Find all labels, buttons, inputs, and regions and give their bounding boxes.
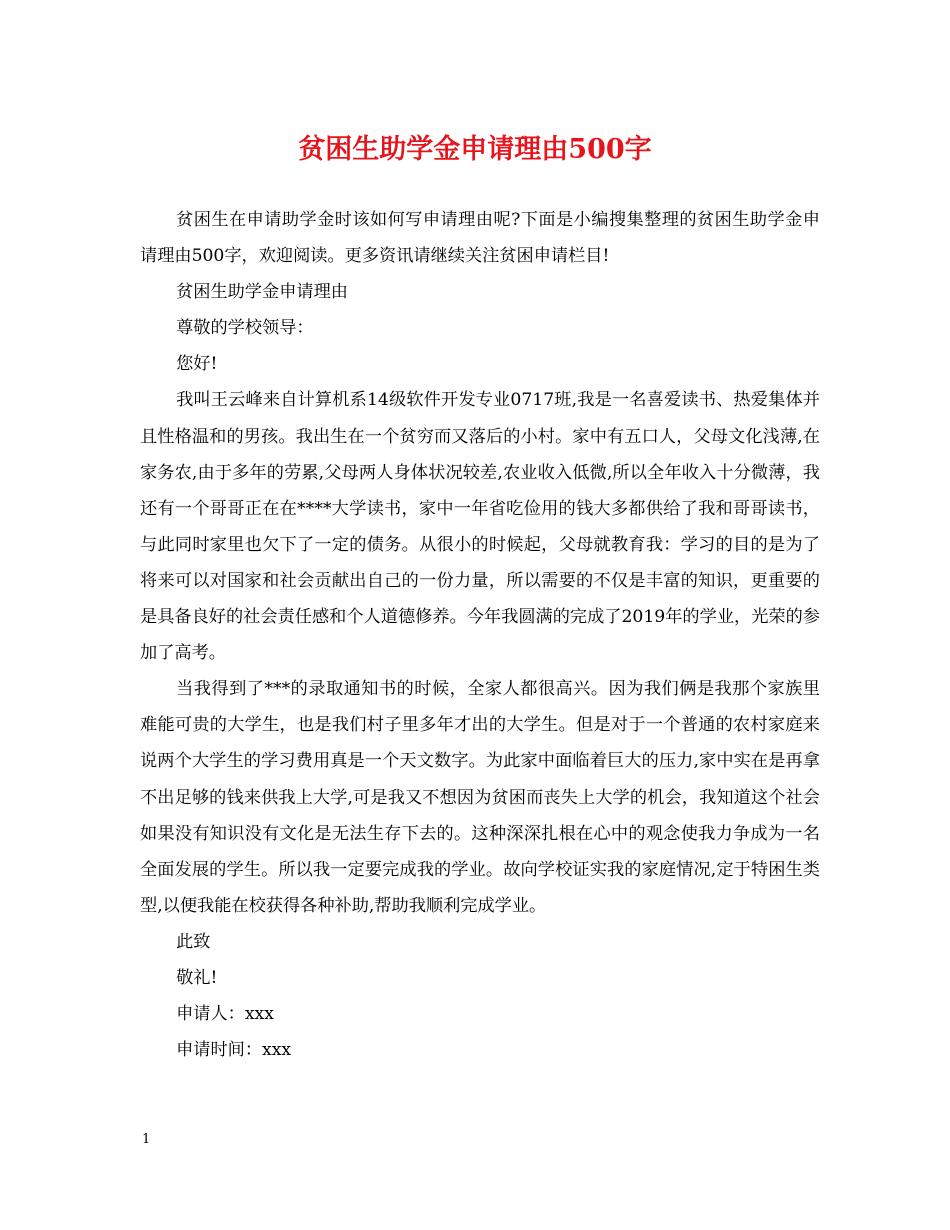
applicant-line: 申请人：xxx bbox=[176, 1004, 274, 1025]
intro-paragraph: 贫困生在申请助学金时该如何写申请理由呢?下面是小编搜集整理的贫困生助学金申请理由500字，欢迎阅读。更多资讯请继续关注贫困申请栏目! bbox=[140, 210, 820, 267]
body-paragraph: 当我得到了***的录取通知书的时候，全家人都很高兴。因为我们俩是我那个家族里难能可贵的大学生，也是我们村子里多年才出的大学生。但是对于一个普通的农村家庭来说两个大学生的学习费用真是一个天文数字。为此家中面临着巨大的压力,家中实在是再拿不出足够的钱来供我上大学,可是我又不想因为贫困而丧失上大学的机会，我知道这个社会如果没有知识没有文化是无法生存下去的。这种深深扎根在心中的观念使我力争成为一名全面发展的学生。所以我一定要完成我的学业。故向学校证实我的家庭情况,定于特困生类型,以便我能在校获得各种补助,帮助我顺利完成学业。 bbox=[140, 679, 820, 916]
closing-line: 此致 bbox=[176, 931, 211, 952]
page-number: 1 bbox=[142, 1132, 151, 1147]
closing-salute: 敬礼! bbox=[176, 967, 218, 988]
greeting: 您好! bbox=[176, 354, 218, 375]
document-title: 贫困生助学金申请理由500字 bbox=[298, 134, 652, 165]
body-paragraph: 我叫王云峰来自计算机系14级软件开发专业0717班,我是一名喜爱读书、热爱集体并且性格温和的男孩。我出生在一个贫穷而又落后的小村。家中有五口人，父母文化浅薄,在家务农,由于多年的劳累,父母两人身体状况较差,农业收入低微,所以全年收入十分微薄，我还有一个哥哥正在在****大学读书，家中一年省吃俭用的钱大多都供给了我和哥哥读书，与此同时家里也欠下了一定的债务。从很小的时候起，父母就教育我：学习的目的是为了将来可以对国家和社会贡献出自己的一份力量，所以需要的不仅是丰富的知识，更重要的是具备良好的社会责任感和个人道德修养。今年我圆满的完成了2019年的学业，光荣的参加了高考。 bbox=[140, 390, 820, 664]
salutation: 尊敬的学校领导： bbox=[176, 318, 314, 339]
section-heading: 贫困生助学金申请理由 bbox=[176, 282, 348, 303]
document-body bbox=[140, 202, 820, 1068]
date-line: 申请时间：xxx bbox=[176, 1040, 292, 1061]
